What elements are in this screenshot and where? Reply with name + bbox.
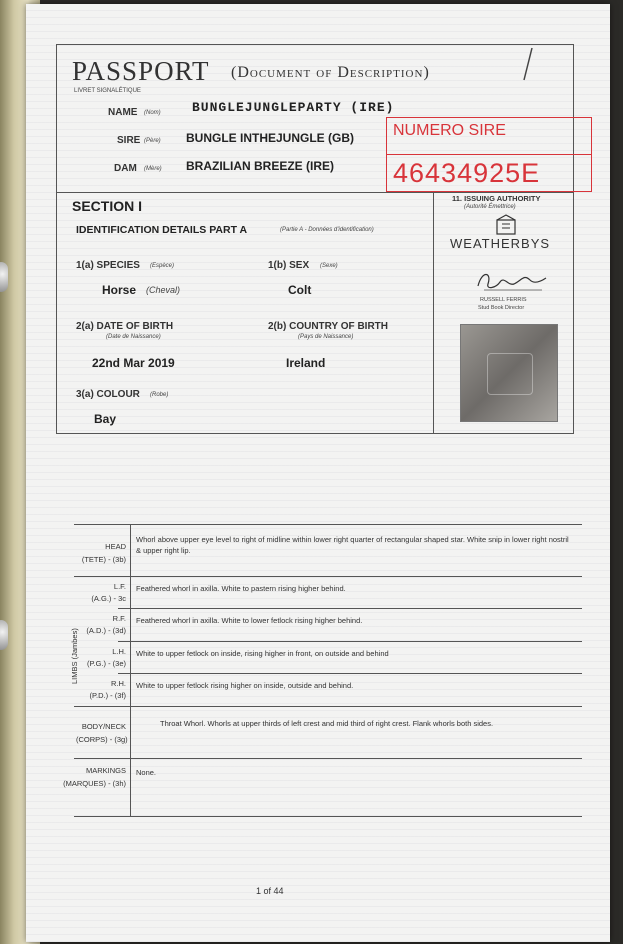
crest-icon bbox=[494, 214, 518, 236]
pen-mark-icon bbox=[520, 46, 536, 82]
passport-page bbox=[26, 4, 610, 942]
species-value-fr: (Cheval) bbox=[146, 285, 181, 295]
head-description-cont: & upper right lip. bbox=[136, 546, 191, 555]
divider bbox=[56, 192, 573, 193]
colour-label: 3(a) COLOUR bbox=[76, 389, 140, 400]
lh-label: L.H. bbox=[112, 647, 126, 656]
lf-description: Feathered whorl in axilla. White to pastern rising higher behind. bbox=[136, 584, 346, 593]
species-value: Horse bbox=[102, 283, 137, 297]
table-border-bottom bbox=[74, 816, 582, 817]
section-title: SECTION I bbox=[72, 198, 143, 214]
passport-title-fr: LIVRET SIGNALÉTIQUE bbox=[74, 88, 141, 94]
species-label: 1(a) SPECIES bbox=[76, 260, 140, 271]
authority-label-fr: (Autorité Émettrice) bbox=[464, 204, 516, 210]
limbs-label: LIMBS (Jambes) bbox=[70, 628, 79, 684]
body-neck-label: BODY/NECK bbox=[81, 722, 126, 731]
markings-label-code: (MARQUES) - (3h) bbox=[63, 779, 126, 788]
head-label: HEAD bbox=[105, 542, 126, 551]
table-column-divider bbox=[130, 524, 131, 816]
country-label-fr: (Pays de Naissance) bbox=[298, 334, 354, 340]
binder-ring bbox=[0, 620, 8, 650]
sire-number-stamp bbox=[386, 117, 592, 192]
sex-value: Colt bbox=[288, 283, 312, 297]
seal-emblem-icon bbox=[487, 353, 533, 395]
markings-description: None. bbox=[136, 768, 157, 777]
sex-label-fr: (Sexe) bbox=[320, 263, 338, 269]
dam-label: DAM bbox=[114, 163, 137, 174]
rf-label: R.F. bbox=[112, 614, 126, 623]
dam-name: BRAZILIAN BREEZE (IRE) bbox=[186, 159, 334, 173]
authority-label: 11. ISSUING AUTHORITY bbox=[452, 194, 541, 203]
lh-description: White to upper fetlock on inside, rising higher in front, on outside and behind bbox=[136, 649, 389, 658]
table-row-divider bbox=[118, 673, 582, 674]
head-description: Whorl above upper eye level to right of midline within lower right quarter of rectangular shaped star. White snip in lower right nostril bbox=[136, 535, 569, 544]
markings-label: MARKINGS bbox=[85, 766, 126, 775]
name-label-fr: (Nom) bbox=[144, 110, 161, 116]
table-row-divider bbox=[74, 576, 582, 577]
name-label: NAME bbox=[108, 107, 138, 118]
country-value: Ireland bbox=[286, 356, 326, 370]
section-subtitle: IDENTIFICATION DETAILS PART A bbox=[76, 224, 248, 236]
dam-label-fr: (Mère) bbox=[144, 166, 162, 172]
signature bbox=[474, 266, 550, 296]
table-row-divider bbox=[74, 758, 582, 759]
table-row-divider bbox=[118, 641, 582, 642]
rh-label: R.H. bbox=[111, 679, 126, 688]
binder-ring bbox=[0, 262, 8, 292]
rf-description: Feathered whorl in axilla. White to lower fetlock rising higher behind. bbox=[136, 616, 363, 625]
stamp-number: 46434925E bbox=[393, 158, 541, 188]
lf-label: L.F. bbox=[113, 582, 126, 591]
table-border-top bbox=[74, 524, 582, 525]
sire-name: BUNGLE INTHEJUNGLE (GB) bbox=[186, 131, 354, 145]
sire-label-fr: (Père) bbox=[144, 138, 161, 144]
dob-label: 2(a) DATE OF BIRTH bbox=[76, 321, 174, 332]
species-label-fr: (Espèce) bbox=[150, 263, 175, 269]
sex-label: 1(b) SEX bbox=[268, 260, 310, 271]
body-neck-description: Throat Whorl. Whorls at upper thirds of left crest and mid third of right crest. Flank whorls both sides. bbox=[160, 719, 494, 728]
signatory-title: Stud Book Director bbox=[478, 305, 525, 311]
country-label: 2(b) COUNTRY OF BIRTH bbox=[268, 321, 388, 332]
signatory-name: RUSSELL FERRIS bbox=[480, 297, 527, 303]
passport-title: PASSPORT bbox=[72, 56, 210, 86]
rh-description: White to upper fetlock rising higher on inside, outside and behind. bbox=[136, 681, 354, 690]
section-subtitle-fr: (Partie A - Données d'identification) bbox=[280, 227, 374, 233]
hologram-seal bbox=[460, 324, 558, 422]
rh-label-code: (P.D.) - (3f) bbox=[89, 691, 126, 700]
colour-label-fr: (Robe) bbox=[150, 392, 169, 398]
rf-label-code: (A.D.) - (3d) bbox=[86, 626, 126, 635]
lf-label-code: (A.G.) - 3c bbox=[91, 594, 126, 603]
horse-name: BUNGLEJUNGLEPARTY (IRE) bbox=[192, 100, 395, 115]
dob-label-fr: (Date de Naissance) bbox=[106, 334, 161, 340]
authority-name: WEATHERBYS bbox=[450, 236, 551, 251]
divider bbox=[433, 192, 434, 433]
passport-subtitle: (Document of Description) bbox=[231, 64, 430, 81]
table-row-divider bbox=[118, 608, 582, 609]
page-number: 1 of 44 bbox=[256, 886, 284, 896]
head-label-code: (TETE) - (3b) bbox=[81, 555, 126, 564]
stamp-divider bbox=[387, 154, 591, 155]
stamp-label: NUMERO SIRE bbox=[393, 122, 506, 139]
body-neck-label-code: (CORPS) - (3g) bbox=[76, 735, 128, 744]
colour-value: Bay bbox=[94, 412, 117, 426]
dob-value: 22nd Mar 2019 bbox=[92, 356, 175, 370]
table-row-divider bbox=[74, 706, 582, 707]
lh-label-code: (P.G.) - (3e) bbox=[86, 659, 126, 668]
sire-label: SIRE bbox=[117, 135, 141, 146]
